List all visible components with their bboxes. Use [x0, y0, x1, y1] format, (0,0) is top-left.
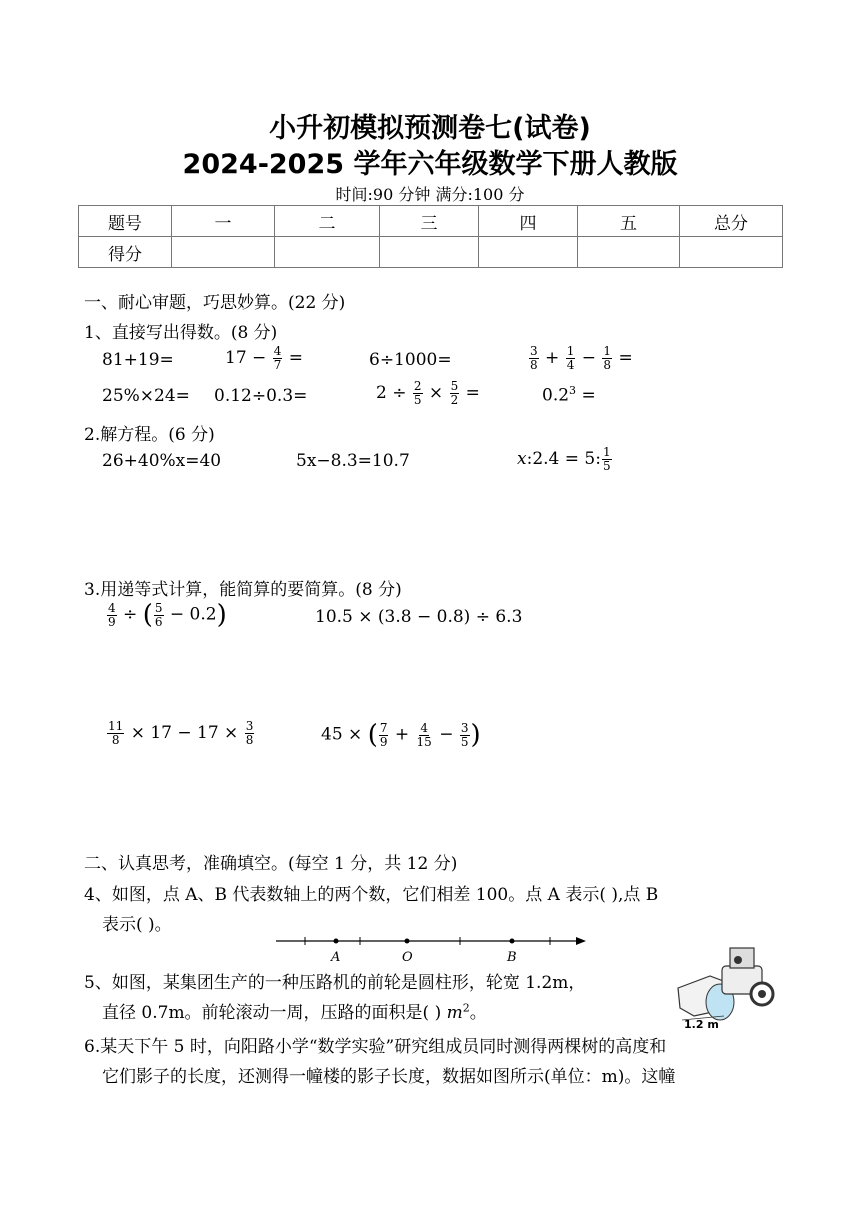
fraction — [154, 602, 164, 629]
q3c-middle: × 17 − 17 × — [130, 723, 239, 743]
label-b: B — [507, 950, 517, 964]
power-exponent: 3 — [569, 384, 577, 397]
fraction — [413, 380, 423, 407]
section2-heading: 二、认真思考，准确填空。(每空 1 分，共 12 分) — [84, 854, 458, 874]
numerator: 4 — [420, 720, 428, 735]
score-table-cell: 题号 — [79, 206, 172, 237]
q1-item-h — [542, 384, 596, 406]
q1b-whole: 17 − — [225, 348, 267, 368]
operator: + — [545, 348, 560, 368]
operator: − — [439, 724, 454, 745]
operator: − — [581, 348, 596, 368]
q5-end: 。 — [469, 1003, 487, 1023]
score-blank[interactable] — [479, 237, 578, 268]
equals: = — [288, 348, 303, 368]
q1-item-e: 25%×24= — [102, 386, 190, 406]
fraction — [529, 345, 539, 372]
number-line-figure — [270, 930, 590, 964]
left-paren: ( — [142, 600, 153, 630]
denominator: 2 — [450, 393, 459, 407]
exam-time-score: 时间:90 分钟 满分:100 分 — [335, 185, 525, 204]
operator: ÷ — [123, 604, 138, 625]
score-blank[interactable] — [275, 237, 380, 268]
score-table-header-row — [79, 206, 783, 237]
q1-item-a: 81+19= — [102, 350, 174, 370]
fraction — [379, 722, 389, 749]
exam-subtitle-grade: 2024-2025 学年六年级数学下册人教版 — [182, 149, 678, 180]
label-o: O — [402, 950, 413, 964]
q6-line2: 它们影子的长度，还测得一幢楼的影子长度，数据如图所示(单位：m)。这幢 — [102, 1067, 676, 1087]
q3d-lead: 45 × — [321, 724, 363, 745]
denominator: 6 — [154, 614, 163, 629]
q2-equation-c — [517, 446, 613, 473]
q4-line2: 表示( )。 — [102, 915, 172, 935]
denominator: 9 — [379, 734, 388, 749]
score-table — [78, 205, 783, 268]
fraction — [566, 345, 576, 372]
denominator: 8 — [245, 733, 254, 747]
right-paren: ) — [216, 600, 227, 630]
fraction — [245, 720, 255, 747]
denominator: 5 — [602, 459, 611, 473]
q1-title: 1、直接写出得数。(8 分) — [84, 323, 278, 343]
arrow-right-icon — [576, 937, 586, 945]
numerator: 5 — [450, 379, 459, 393]
fraction — [460, 722, 470, 749]
q1-item-f: 0.12÷0.3= — [214, 386, 308, 406]
roller-width-label: 1.2 m — [684, 1018, 719, 1030]
unit-exponent: 2 — [462, 1001, 470, 1015]
equals: = — [465, 383, 480, 403]
operator: + — [394, 724, 410, 745]
roller-hub — [758, 990, 766, 998]
score-table-cell: 四 — [479, 206, 578, 237]
fraction — [107, 602, 117, 629]
score-table-cell: 总分 — [680, 206, 783, 237]
score-blank[interactable] — [172, 237, 275, 268]
equals: = — [618, 348, 633, 368]
q5-text: 直径 0.7m。前轮滚动一周，压路的面积是( ) — [102, 1003, 442, 1023]
q2-title: 2.解方程。(6 分) — [84, 425, 215, 445]
q3-expression-a — [106, 600, 227, 630]
numerator: 3 — [460, 720, 469, 735]
denominator: 8 — [603, 358, 612, 372]
q1-item-g — [376, 380, 480, 407]
label-a: A — [331, 950, 341, 964]
numerator: 7 — [379, 720, 388, 735]
equals: = — [581, 385, 596, 406]
score-table-cell: 二 — [275, 206, 380, 237]
fraction — [416, 722, 433, 749]
power-base: 0.2 — [542, 385, 570, 406]
q1-item-c: 6÷1000= — [369, 350, 452, 370]
score-table-cell: 五 — [578, 206, 680, 237]
numerator: 3 — [530, 344, 538, 358]
q1b-fraction — [273, 345, 283, 372]
score-table-cell: 一 — [172, 206, 275, 237]
numerator: 3 — [245, 719, 254, 733]
denominator: 4 — [566, 358, 575, 372]
q3a-rest: − 0.2 — [169, 604, 217, 625]
score-table-cell: 三 — [380, 206, 479, 237]
q5-line1: 5、如图，某集团生产的一种压路机的前轮是圆柱形，轮宽 1.2m， — [84, 973, 586, 993]
q1-item-d — [528, 345, 633, 372]
point-a-dot — [334, 939, 339, 944]
denominator: 9 — [108, 614, 116, 629]
section1-heading: 一、耐心审题，巧思妙算。(22 分) — [84, 293, 346, 313]
numerator: 1 — [602, 445, 611, 459]
q3-expression-c — [106, 720, 255, 747]
denominator: 8 — [530, 358, 538, 372]
numerator: 1 — [566, 344, 575, 358]
fraction — [602, 345, 612, 372]
right-paren: ) — [470, 720, 481, 750]
q4-line1: 4、如图，点 A、B 代表数轴上的两个数，它们相差 100。点 A 表示( ),点 B — [84, 885, 659, 905]
q2c-rest: :2.4 = 5: — [526, 449, 601, 469]
left-paren: ( — [367, 720, 378, 750]
operator: × — [428, 383, 444, 403]
denominator: 8 — [111, 733, 120, 747]
unit-base: m — [446, 1003, 463, 1023]
numerator: 2 — [413, 379, 422, 393]
q3-expression-d — [321, 720, 481, 750]
numerator: 4 — [273, 344, 282, 358]
exam-title: 小升初模拟预测卷七(试卷) — [269, 113, 591, 144]
q3-expression-b: 10.5 × (3.8 − 0.8) ÷ 6.3 — [315, 607, 523, 627]
fraction — [107, 720, 124, 747]
score-blank[interactable] — [680, 237, 783, 268]
roller-cab — [730, 948, 754, 968]
score-label: 得分 — [79, 237, 172, 268]
q2-equation-b: 5x−8.3=10.7 — [296, 451, 410, 471]
denominator: 5 — [460, 734, 469, 749]
numerator: 11 — [108, 719, 124, 733]
fraction — [450, 380, 460, 407]
point-b-dot — [510, 939, 515, 944]
q1g-lead: 2 ÷ — [376, 383, 407, 403]
score-blank[interactable] — [380, 237, 479, 268]
numerator: 4 — [108, 600, 116, 615]
denominator: 7 — [273, 358, 282, 372]
road-roller-image — [670, 938, 782, 1030]
q3-title: 3.用递等式计算，能简算的要简算。(8 分) — [84, 580, 402, 600]
numerator: 1 — [603, 344, 612, 358]
denominator: 5 — [413, 393, 422, 407]
score-table-score-row — [79, 237, 783, 268]
variable: x — [517, 449, 527, 469]
q6-line1: 6.某天下午 5 时，向阳路小学“数学实验”研究组成员同时测得两棵树的高度和 — [84, 1037, 667, 1057]
q2-equation-a: 26+40%x=40 — [102, 451, 222, 471]
driver — [734, 956, 742, 964]
denominator: 15 — [416, 734, 432, 749]
q1-item-b — [225, 345, 303, 372]
numerator: 5 — [154, 600, 163, 615]
score-blank[interactable] — [578, 237, 680, 268]
q5-line2 — [102, 998, 487, 1023]
fraction — [602, 446, 612, 473]
point-o-dot — [405, 939, 410, 944]
